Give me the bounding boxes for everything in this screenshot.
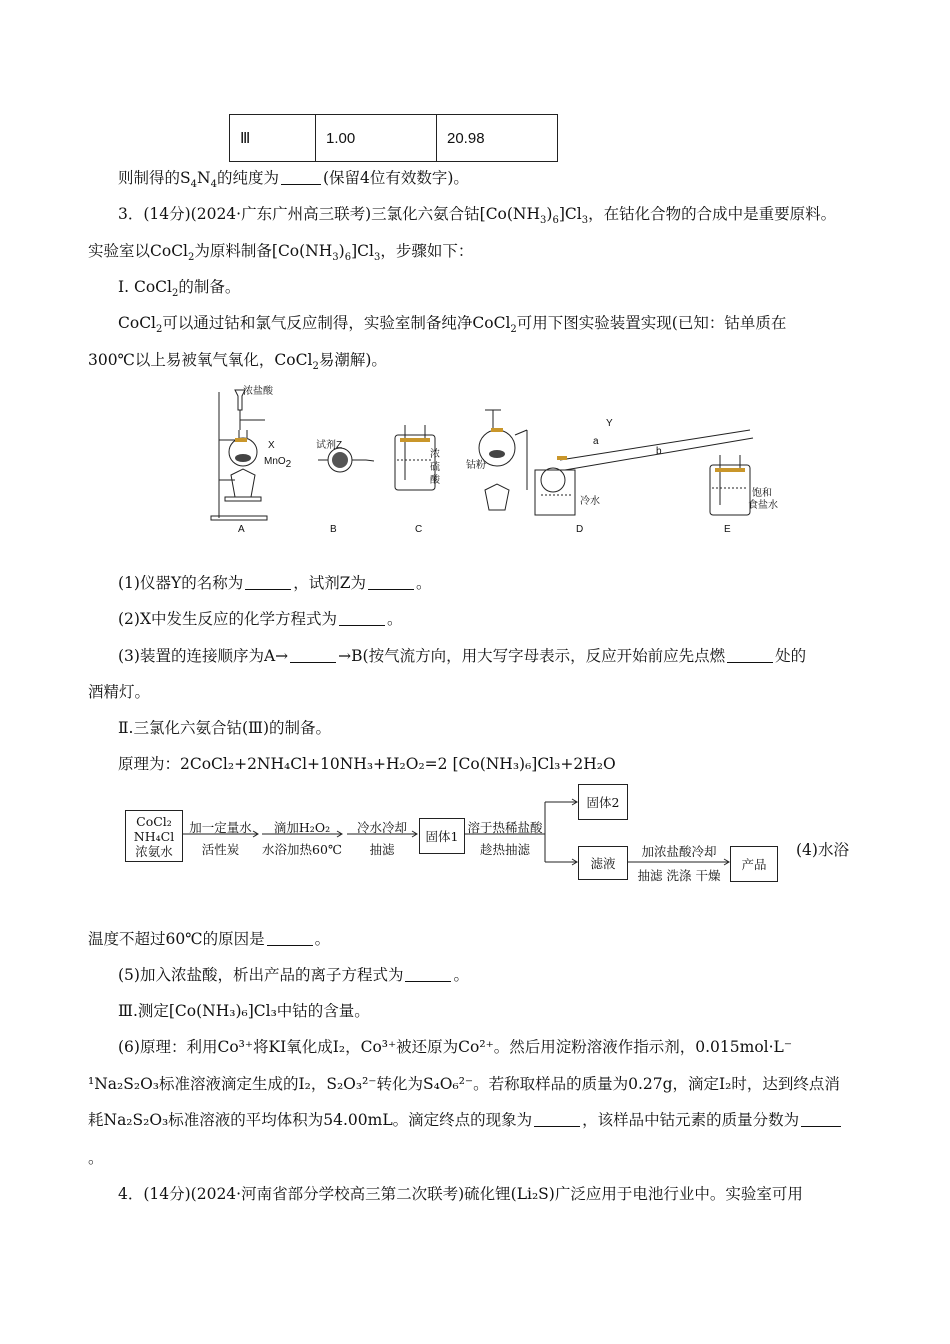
label-sat-brine-1: 饱和 [752, 488, 772, 499]
label-E: E [724, 524, 731, 535]
filtrate-box: 滤液 [578, 846, 628, 880]
arrow4-bottom: 趁热抽滤 [479, 842, 530, 857]
part1-title: Ⅰ. CoCl$_2$的制备。 [118, 278, 241, 300]
part1-text-2: 300℃以上易被氧气氧化，CoCl$_2$易潮解)。 [88, 351, 387, 373]
label-y: Y [606, 418, 613, 429]
arrow2-top: 滴加H₂O₂ [273, 820, 331, 835]
q3-line2: 实验室以CoCl$_2$为原料制备$[Co(NH_3)_6]Cl_3$，步骤如下： [88, 242, 474, 264]
sub-q6-line1: (6)原理：利用Co³⁺将KI氧化成I₂，Co³⁺被还原为Co²⁺。然后用淀粉溶液作指示剂，0.015mol·L⁻ [118, 1038, 793, 1056]
label-sat-brine-2: 食盐水 [748, 500, 778, 511]
label-D: D [576, 524, 584, 535]
sub-q3-cont: 酒精灯。 [88, 683, 151, 701]
sub-q4-start: (4)水浴 [796, 841, 849, 859]
label-a: a [593, 436, 599, 447]
arrow2-bottom: 水浴加热60℃ [262, 842, 342, 857]
sub-q6-line4: 。 [88, 1149, 104, 1167]
answer-blank[interactable] [534, 1112, 580, 1127]
label-B: B [330, 524, 337, 535]
table-row [230, 115, 558, 162]
label-reagent-z: 试剂Z [316, 440, 343, 451]
label-co-powder: 钴粉 [466, 460, 486, 471]
sub-q2: (2)X中发生反应的化学方程式为 。 [118, 610, 403, 628]
part1-text: CoCl$_2$可以通过钴和氯气反应制得，实验室制备纯净CoCl$_2$可用下图实验装置实现(已知：钴单质在 [118, 314, 787, 336]
arrow1-bottom: 活性炭 [201, 842, 240, 857]
arrow5-bottom: 抽滤 洗涤 干燥 [637, 868, 721, 883]
label-conc-h2so4: 浓硫酸 [430, 449, 440, 486]
answer-blank[interactable] [281, 170, 321, 185]
answer-blank[interactable] [290, 648, 336, 663]
part2-title: Ⅱ.三氯化六氨合钴(Ⅲ)的制备。 [118, 719, 332, 737]
arrow1-top: 加一定量水 [189, 820, 252, 835]
table-cell: 1.00 [316, 115, 437, 162]
data-table [229, 114, 558, 162]
flow-start: CoCl₂ NH₄Cl 浓氨水 [125, 810, 183, 862]
answer-blank[interactable] [405, 967, 451, 982]
q3-header: 3．(14分)(2024·广东广州高三联考)三氯化六氨合钴$[Co(NH_3)_6]Cl_3$，在钴化合物的合成中是重要原料。 [118, 205, 837, 227]
product-box: 产品 [730, 846, 778, 882]
label-x: X [268, 440, 275, 451]
label-b: b [656, 446, 662, 457]
table-cell: 20.98 [437, 115, 558, 162]
table-cell: Ⅲ [230, 115, 316, 162]
part3-title: Ⅲ.测定[Co(NH₃)₆]Cl₃中钴的含量。 [118, 1002, 370, 1020]
answer-blank[interactable] [267, 931, 313, 946]
label-mno2: MnO$_2$ [264, 456, 292, 470]
sub-q4: 温度不超过60℃的原因是 。 [88, 930, 331, 948]
solid1-box: 固体1 [419, 818, 465, 854]
q2-tail: 则制得的$S_4N_4$的纯度为 (保留4位有效数字)。 [118, 169, 469, 191]
sub-q6-line2: ¹Na₂S₂O₃标准溶液滴定生成的I₂，S₂O₃²⁻转化为S₄O₆²⁻。若称取样品的质量为0.27g，滴定I₂时，达到终点消 [88, 1075, 840, 1093]
arrow5-top: 加浓盐酸冷却 [641, 844, 717, 859]
arrow4-top: 溶于热稀盐酸 [467, 820, 543, 835]
sub-q5: (5)加入浓盐酸，析出产品的离子方程式为 。 [118, 966, 469, 984]
sub-q1: (1)仪器Y的名称为 ，试剂Z为 。 [118, 574, 432, 592]
answer-blank[interactable] [727, 648, 773, 663]
label-conc-hcl: 浓盐酸 [243, 386, 273, 397]
principle-equation: 原理为：2CoCl₂+2NH₄Cl+10NH₃+H₂O₂=2 [Co(NH₃)₆]Cl₃+2H₂O [118, 755, 616, 773]
answer-blank[interactable] [339, 611, 385, 626]
solid2-box: 固体2 [578, 784, 628, 820]
answer-blank[interactable] [245, 575, 291, 590]
label-A: A [238, 524, 245, 535]
sub-q6-line3: 耗Na₂S₂O₃标准溶液的平均体积为54.00mL。滴定终点的现象为 ，该样品中钴元素的质量分数为 [88, 1110, 843, 1130]
q4-header: 4．(14分)(2024·河南省部分学校高三第二次联考)硫化锂(Li₂S)广泛应用于电池行业中。实验室可用 [118, 1185, 803, 1203]
label-C: C [415, 524, 423, 535]
answer-blank[interactable] [368, 575, 414, 590]
sub-q3: (3)装置的连接顺序为A→ →B(按气流方向，用大写字母表示，反应开始前应先点燃 处的 [118, 647, 807, 665]
arrow3-bottom: 抽滤 [369, 842, 395, 857]
answer-blank[interactable] [801, 1112, 841, 1127]
label-cold-water: 冷水 [580, 496, 600, 507]
arrow3-top: 冷水冷却 [356, 820, 407, 835]
